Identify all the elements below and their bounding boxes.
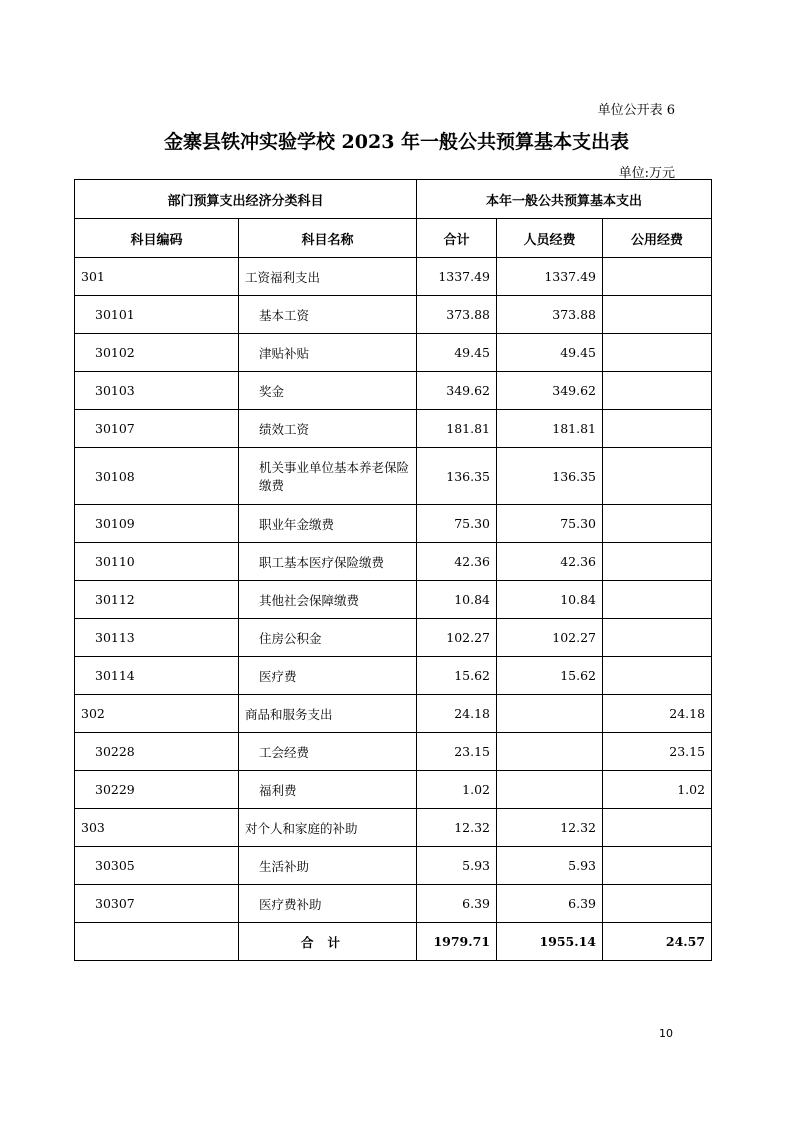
- row-name: 工会经费: [239, 733, 417, 771]
- page-title: 金寨县铁冲实验学校 2023 年一般公共预算基本支出表: [163, 131, 630, 153]
- row-personnel: 15.62: [497, 657, 603, 695]
- row-public: [603, 657, 712, 695]
- row-name: 绩效工资: [239, 410, 417, 448]
- budget-table: [74, 179, 712, 961]
- row-name: 对个人和家庭的补助: [239, 809, 417, 847]
- row-public: [603, 505, 712, 543]
- table-row: [75, 505, 712, 543]
- table-row: [75, 448, 712, 505]
- row-name: 机关事业单位基本养老保险缴费: [239, 448, 417, 505]
- table-body: [75, 258, 712, 923]
- row-total: 75.30: [417, 505, 497, 543]
- table-row: [75, 296, 712, 334]
- group-header-basic-expenditure: 本年一般公共预算基本支出: [417, 180, 712, 219]
- row-personnel: 136.35: [497, 448, 603, 505]
- table-row: [75, 695, 712, 733]
- table-row: [75, 258, 712, 296]
- row-personnel: 373.88: [497, 296, 603, 334]
- row-name: 职业年金缴费: [239, 505, 417, 543]
- col-header-public: 公用经费: [603, 219, 712, 258]
- row-personnel: 349.62: [497, 372, 603, 410]
- row-public: 23.15: [603, 733, 712, 771]
- row-personnel: 181.81: [497, 410, 603, 448]
- row-code: 30107: [75, 410, 239, 448]
- unit-label: 单位:万元: [618, 166, 675, 181]
- table-row: [75, 657, 712, 695]
- row-name: 其他社会保障缴费: [239, 581, 417, 619]
- row-public: 1.02: [603, 771, 712, 809]
- row-code: 30101: [75, 296, 239, 334]
- row-public: [603, 619, 712, 657]
- row-public: [603, 448, 712, 505]
- row-code: 303: [75, 809, 239, 847]
- form-number: 单位公开表 6: [597, 103, 675, 118]
- row-total: 23.15: [417, 733, 497, 771]
- row-code: 30305: [75, 847, 239, 885]
- row-public: [603, 847, 712, 885]
- total-row-public: 24.57: [603, 923, 712, 961]
- table-row: [75, 372, 712, 410]
- col-header-code: 科目编码: [75, 219, 239, 258]
- table-row: [75, 809, 712, 847]
- row-public: 24.18: [603, 695, 712, 733]
- row-total: 10.84: [417, 581, 497, 619]
- row-code: 301: [75, 258, 239, 296]
- row-total: 15.62: [417, 657, 497, 695]
- row-code: 30114: [75, 657, 239, 695]
- total-row-total: 1979.71: [417, 923, 497, 961]
- row-total: 12.32: [417, 809, 497, 847]
- row-personnel: [497, 771, 603, 809]
- row-code: 30113: [75, 619, 239, 657]
- row-name: 医疗费补助: [239, 885, 417, 923]
- table-row: [75, 410, 712, 448]
- row-total: 1337.49: [417, 258, 497, 296]
- total-row-label: 合计: [239, 923, 417, 961]
- row-personnel: 6.39: [497, 885, 603, 923]
- row-name: 商品和服务支出: [239, 695, 417, 733]
- row-total: 5.93: [417, 847, 497, 885]
- row-public: [603, 296, 712, 334]
- row-total: 373.88: [417, 296, 497, 334]
- row-code: 30103: [75, 372, 239, 410]
- row-code: 30108: [75, 448, 239, 505]
- row-total: 181.81: [417, 410, 497, 448]
- row-total: 42.36: [417, 543, 497, 581]
- total-row-code: [75, 923, 239, 961]
- row-code: 30110: [75, 543, 239, 581]
- group-header-economic-class: 部门预算支出经济分类科目: [75, 180, 417, 219]
- row-code: 30307: [75, 885, 239, 923]
- row-name: 生活补助: [239, 847, 417, 885]
- row-public: [603, 809, 712, 847]
- row-public: [603, 885, 712, 923]
- table-row: [75, 543, 712, 581]
- row-name: 奖金: [239, 372, 417, 410]
- row-personnel: 42.36: [497, 543, 603, 581]
- row-public: [603, 410, 712, 448]
- row-code: 302: [75, 695, 239, 733]
- row-total: 6.39: [417, 885, 497, 923]
- table-row: [75, 619, 712, 657]
- row-personnel: 5.93: [497, 847, 603, 885]
- row-personnel: [497, 733, 603, 771]
- table-row: [75, 885, 712, 923]
- row-personnel: 10.84: [497, 581, 603, 619]
- row-name: 工资福利支出: [239, 258, 417, 296]
- row-name: 福利费: [239, 771, 417, 809]
- total-row: [75, 923, 712, 961]
- row-personnel: 49.45: [497, 334, 603, 372]
- row-public: [603, 258, 712, 296]
- row-public: [603, 334, 712, 372]
- table-group-header-row: [75, 180, 712, 219]
- row-total: 24.18: [417, 695, 497, 733]
- row-name: 基本工资: [239, 296, 417, 334]
- table-row: [75, 334, 712, 372]
- row-total: 1.02: [417, 771, 497, 809]
- page-number: 10: [659, 1027, 673, 1040]
- row-public: [603, 543, 712, 581]
- table-row: [75, 771, 712, 809]
- row-code: 30228: [75, 733, 239, 771]
- col-header-name: 科目名称: [239, 219, 417, 258]
- row-personnel: 1337.49: [497, 258, 603, 296]
- row-name: 住房公积金: [239, 619, 417, 657]
- row-code: 30229: [75, 771, 239, 809]
- row-code: 30112: [75, 581, 239, 619]
- table-column-header-row: [75, 219, 712, 258]
- row-total: 349.62: [417, 372, 497, 410]
- table-row: [75, 733, 712, 771]
- col-header-total: 合计: [417, 219, 497, 258]
- row-public: [603, 581, 712, 619]
- row-name: 职工基本医疗保险缴费: [239, 543, 417, 581]
- table-row: [75, 847, 712, 885]
- total-row-personnel: 1955.14: [497, 923, 603, 961]
- row-personnel: 75.30: [497, 505, 603, 543]
- row-personnel: 12.32: [497, 809, 603, 847]
- row-personnel: 102.27: [497, 619, 603, 657]
- row-name: 津贴补贴: [239, 334, 417, 372]
- row-total: 49.45: [417, 334, 497, 372]
- row-code: 30102: [75, 334, 239, 372]
- table-row: [75, 581, 712, 619]
- row-public: [603, 372, 712, 410]
- col-header-personnel: 人员经费: [497, 219, 603, 258]
- row-total: 136.35: [417, 448, 497, 505]
- row-personnel: [497, 695, 603, 733]
- row-name: 医疗费: [239, 657, 417, 695]
- row-code: 30109: [75, 505, 239, 543]
- row-total: 102.27: [417, 619, 497, 657]
